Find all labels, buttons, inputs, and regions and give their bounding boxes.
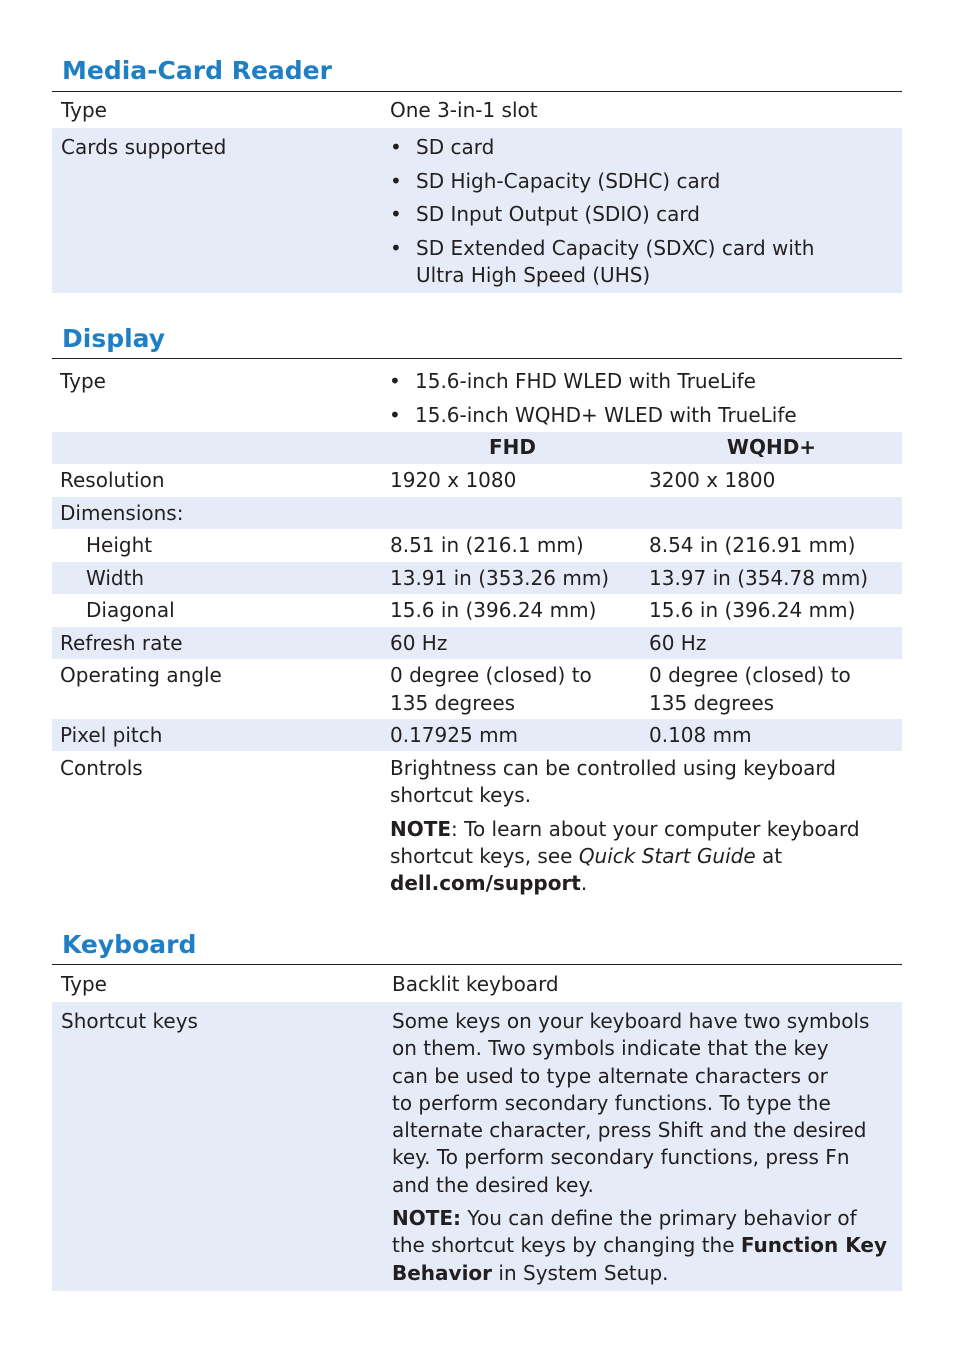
resolution-fhd: 1920 x 1080	[390, 468, 517, 492]
height-label: Height	[86, 533, 153, 557]
width-fhd: 13.91 in (353.26 mm)	[390, 566, 610, 590]
display-note-line2: shortcut keys, see Quick Start Guide at	[390, 844, 783, 868]
display-type-label: Type	[60, 369, 106, 393]
note-label: NOTE	[390, 817, 452, 841]
shortcut-keys-description: Some keys on your keyboard have two symbols on them. Two symbols indicate that the key can be used to type alternate characters or to perform secondary functions. To type the alternate character, press Shift and the desired key. To perform secondary functions, press Fn and the desired key.	[392, 1009, 870, 1197]
height-fhd: 8.51 in (216.1 mm)	[390, 533, 584, 557]
angle-wqhd-line1: 0 degree (closed) to	[649, 663, 851, 687]
keyboard-type-value: Backlit keyboard	[392, 972, 559, 996]
list-item: • 15.6-inch FHD WLED with TrueLife	[389, 369, 756, 393]
column-header-wqhd: WQHD+	[726, 435, 817, 459]
diagonal-label: Diagonal	[86, 598, 175, 622]
list-item: • SD High-Capacity (SDHC) card	[390, 169, 721, 193]
section-rule	[52, 91, 902, 92]
mcr-type-label: Type	[61, 98, 107, 122]
list-item-continuation: Ultra High Speed (UHS)	[416, 263, 651, 287]
keyboard-note: NOTE: You can define the primary behavior of the shortcut keys by changing the Function Key Behavior in System Setup.	[392, 1206, 887, 1285]
controls-text-line1: Brightness can be controlled using keyboard	[390, 756, 836, 780]
keyboard-type-label: Type	[61, 972, 107, 996]
height-wqhd: 8.54 in (216.91 mm)	[649, 533, 856, 557]
diagonal-wqhd: 15.6 in (396.24 mm)	[649, 598, 856, 622]
controls-label: Controls	[60, 756, 143, 780]
mcr-type-value: One 3-in-1 slot	[390, 98, 538, 122]
section-title-media-card-reader: Media-Card Reader	[62, 56, 332, 85]
diagonal-fhd: 15.6 in (396.24 mm)	[390, 598, 597, 622]
note-label: NOTE:	[392, 1206, 462, 1230]
resolution-label: Resolution	[60, 468, 165, 492]
column-header-fhd: FHD	[488, 435, 536, 459]
display-note-line1: NOTE: To learn about your computer keyboard	[390, 817, 860, 841]
list-item: • SD Extended Capacity (SDXC) card with	[390, 236, 815, 260]
section-rule	[52, 964, 902, 965]
section-title-keyboard: Keyboard	[62, 930, 197, 959]
controls-text-line2: shortcut keys.	[390, 783, 532, 807]
refresh-fhd: 60 Hz	[390, 631, 448, 655]
display-note-line3: dell.com/support.	[390, 871, 588, 895]
shortcut-keys-label: Shortcut keys	[61, 1009, 198, 1033]
pixel-pitch-wqhd: 0.108 mm	[649, 723, 752, 747]
list-item: • SD Input Output (SDIO) card	[390, 202, 700, 226]
pixel-pitch-label: Pixel pitch	[60, 723, 163, 747]
angle-fhd-line2: 135 degrees	[390, 691, 516, 715]
list-item: • 15.6-inch WQHD+ WLED with TrueLife	[389, 403, 797, 427]
angle-label: Operating angle	[60, 663, 222, 687]
angle-wqhd-line2: 135 degrees	[649, 691, 775, 715]
list-item: • SD card	[390, 135, 495, 159]
angle-fhd-line1: 0 degree (closed) to	[390, 663, 592, 687]
resolution-wqhd: 3200 x 1800	[649, 468, 776, 492]
section-rule	[52, 358, 902, 359]
refresh-label: Refresh rate	[60, 631, 183, 655]
width-label: Width	[86, 566, 145, 590]
mcr-cards-label: Cards supported	[61, 135, 227, 159]
pixel-pitch-fhd: 0.17925 mm	[390, 723, 519, 747]
section-title-display: Display	[62, 324, 166, 353]
refresh-wqhd: 60 Hz	[649, 631, 707, 655]
width-wqhd: 13.97 in (354.78 mm)	[649, 566, 869, 590]
dimensions-label: Dimensions:	[60, 501, 184, 525]
quick-start-guide-ref: Quick Start Guide	[578, 844, 756, 868]
support-link[interactable]: dell.com/support	[390, 871, 581, 895]
